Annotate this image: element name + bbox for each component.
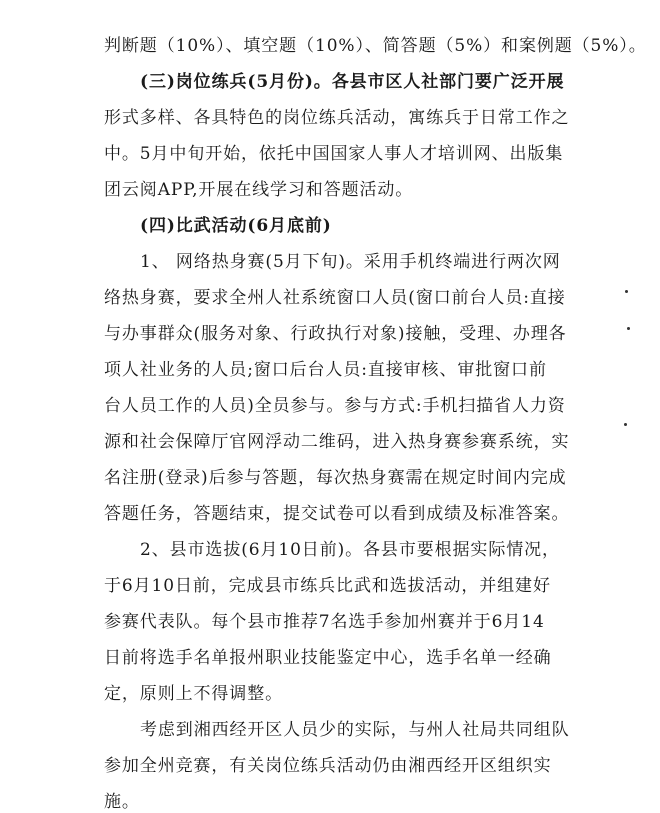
item-1-line-4: 项人社业务的人员;窗口后台人员:直接审核、审批窗口前 xyxy=(104,360,547,380)
item-1-line-2: 络热身赛，要求全州人社系统窗口人员(窗口前台人员:直接 xyxy=(104,288,566,308)
text-line-5: 团云阅APP,开展在线学习和答题活动。 xyxy=(104,180,414,200)
text-line-3: 形式多样、各具特色的岗位练兵活动，寓练兵于日常工作之 xyxy=(104,108,570,128)
item-2-line-5: 定，原则上不得调整。 xyxy=(104,684,283,704)
item-1-line-5: 台人员工作的人员)全员参与。参与方式:手机扫描省人力资 xyxy=(104,396,566,416)
text-line-1: 判断题（10%）、填空题（10%）、简答题（5%）和案例题（5%）。 xyxy=(104,36,647,56)
closing-line-3: 施。 xyxy=(104,792,140,812)
section-heading-3: (三)岗位练兵(5月份)。各县市区人社部门要广泛开展 xyxy=(140,72,565,92)
item-1-line-6: 源和社会保障厅官网浮动二维码，进入热身赛参赛系统，实 xyxy=(104,432,570,452)
scan-dot-mark xyxy=(624,423,627,426)
item-2-line-1: 2、县市选拔(6月10日前)。各县市要根据实际情况， xyxy=(140,540,560,560)
section-heading-4: (四)比武活动(6月底前) xyxy=(140,216,332,236)
closing-line-2: 参加全州竞赛，有关岗位练兵活动仍由湘西经开区组织实 xyxy=(104,756,552,776)
item-2-line-4: 日前将选手名单报州职业技能鉴定中心，选手名单一经确 xyxy=(104,648,552,668)
item-1-line-3: 与办事群众(服务对象、行政执行对象)接触，受理、办理各 xyxy=(104,324,567,344)
item-1-line-7: 名注册(登录)后参与答题，每次热身赛需在规定时间内完成 xyxy=(104,468,567,488)
item-1-line-1: 1、 网络热身赛(5月下旬)。采用手机终端进行两次网 xyxy=(140,252,561,272)
scan-dot-mark xyxy=(627,327,630,330)
item-2-line-2: 于6月10日前，完成县市练兵比武和选拔活动，并组建好 xyxy=(104,576,551,596)
scan-dot-mark xyxy=(625,290,628,293)
item-1-line-8: 答题任务，答题结束，提交试卷可以看到成绩及标准答案。 xyxy=(104,504,570,524)
item-2-line-3: 参赛代表队。每个县市推荐7名选手参加州赛并于6月14 xyxy=(104,612,545,632)
closing-line-1: 考虑到湘西经开区人员少的实际，与州人社局共同组队 xyxy=(140,720,570,740)
text-line-4: 中。5月中旬开始，依托中国国家人事人才培训网、出版集 xyxy=(104,144,564,164)
